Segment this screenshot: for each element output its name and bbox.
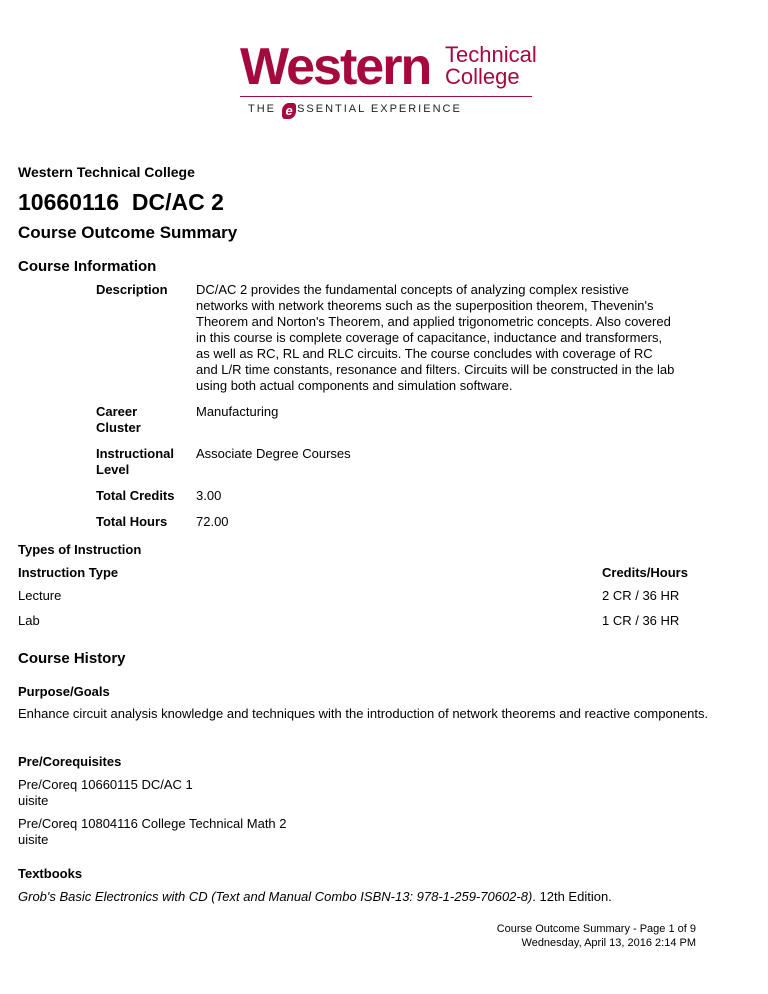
course-history-heading: Course History — [18, 650, 126, 667]
credits-hours: 2 CR / 36 HR — [602, 588, 680, 603]
textbook-entry — [18, 889, 738, 904]
course-information-heading: Course Information — [18, 258, 157, 275]
footer-date: Wednesday, April 13, 2016 2:14 PM — [521, 937, 696, 949]
info-row-instructional-level — [96, 446, 676, 478]
prereq-label: Pre/Corequisite — [18, 816, 78, 847]
info-label: Instructional Level — [96, 446, 175, 477]
info-row-career-cluster — [96, 404, 676, 436]
college-logo — [240, 38, 537, 118]
footer-page-number: Course Outcome Summary - Page 1 of 9 — [496, 923, 696, 935]
list-item — [18, 777, 718, 809]
table-row — [18, 588, 728, 603]
prerequisites-heading: Pre/Corequisites — [18, 754, 122, 769]
info-row-total-credits — [96, 488, 676, 504]
info-row-total-hours — [96, 514, 676, 530]
textbook-edition: . 12th Edition. — [532, 889, 612, 904]
col-credits-hours: Credits/Hours — [602, 565, 688, 580]
logo-technical: Technical — [445, 42, 537, 67]
textbook-title: Grob's Basic Electronics with CD (Text and Manual Combo ISBN-13: 978-1-259-70602-8) — [18, 889, 533, 904]
page-footer — [497, 922, 696, 950]
logo-college: College — [445, 64, 520, 89]
col-instruction-type: Instruction Type — [18, 565, 119, 580]
logo-rule — [240, 96, 532, 97]
info-value: Manufacturing — [196, 404, 279, 419]
purpose-goals-text: Enhance circuit analysis knowledge and techniques with the introduction of network theorems and reactive components. — [18, 706, 709, 721]
prereq-value: 10660115 DC/AC 1 — [81, 777, 193, 792]
summary-title: Course Outcome Summary — [18, 223, 238, 242]
types-of-instruction-heading: Types of Instruction — [18, 542, 142, 557]
info-label: Description — [96, 282, 168, 297]
tagline-post: SSENTIAL EXPERIENCE — [297, 103, 462, 115]
types-table-header — [18, 565, 728, 580]
credits-hours: 1 CR / 36 HR — [602, 613, 680, 628]
purpose-goals-heading: Purpose/Goals — [18, 684, 110, 699]
college-name: Western Technical College — [18, 164, 195, 180]
info-label: Total Credits — [96, 488, 175, 503]
table-row — [18, 613, 728, 628]
textbooks-heading: Textbooks — [18, 866, 83, 881]
info-value: 3.00 — [196, 488, 222, 503]
tagline-pre: THE — [248, 103, 276, 115]
prereq-value: 10804116 College Technical Math 2 — [81, 816, 287, 831]
info-label: Career Cluster — [96, 404, 141, 435]
course-title: 10660116 DC/AC 2 — [18, 189, 224, 215]
info-value: Associate Degree Courses — [196, 446, 351, 461]
info-label: Total Hours — [96, 514, 168, 529]
instruction-type: Lab — [18, 613, 40, 628]
instruction-type: Lecture — [18, 588, 62, 603]
tagline-e-icon: e — [282, 103, 296, 119]
logo-wordmark: Western — [240, 38, 431, 96]
list-item — [18, 816, 718, 848]
course-information-table — [96, 282, 676, 540]
info-row-description — [96, 282, 676, 394]
logo-tagline — [248, 102, 532, 116]
prereq-label: Pre/Corequisite — [18, 777, 78, 808]
info-value: DC/AC 2 provides the fundamental concepts of analyzing complex resistive networks with network theorems such as the superposition theorem, Thevenin's Theorem and Norton's Theorem, and applied trigonometric concepts. Also covered in this course is complete coverage of capacitance, inductance and transformers, as well as RC, RL and RLC circuits. The course concludes with coverage of RC and L/R time constants, resonance and filters. Circuits will be constructed in the lab using both actual components and simulation software. — [196, 282, 675, 393]
info-value: 72.00 — [196, 514, 229, 529]
